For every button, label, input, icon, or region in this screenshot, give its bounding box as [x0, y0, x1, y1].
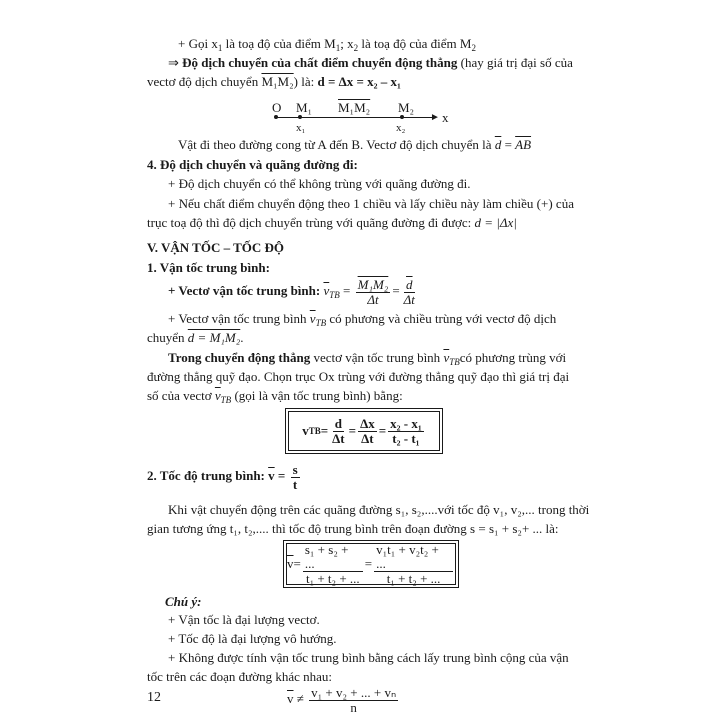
note-1: + Vận tốc là đại lượng vectơ.	[168, 612, 320, 627]
text: + Vectơ vận tốc trung bình	[168, 311, 310, 326]
var-v: v	[302, 423, 309, 438]
label-origin: O	[272, 100, 282, 115]
note-3: + Không được tính vận tốc trung bình bằng cách lấy trung bình cộng của vận	[168, 650, 569, 665]
note-4: tốc trên các đoạn đường khác nhau:	[147, 669, 333, 684]
text: + Vectơ vận tốc trung bình:	[168, 283, 324, 298]
m1-dot	[298, 115, 302, 119]
label-vector: M₁M₂	[338, 100, 371, 115]
subscript: TB	[220, 395, 232, 405]
numerator: d	[334, 415, 343, 431]
vector-d: $\overline{d}$	[494, 137, 502, 152]
text: là toạ độ của điểm M	[358, 36, 472, 51]
same-direction-line-2	[147, 330, 244, 346]
var-v: $\overline{v}$	[443, 350, 450, 365]
text: vectơ độ dịch chuyển	[147, 74, 262, 89]
section-4-p1: + Độ dịch chuyển có thể không trùng với quãng đường đi.	[168, 176, 471, 191]
key-term: Độ dịch chuyển của chất điểm chuyển động thẳng	[182, 55, 458, 70]
var-v: $\overline{v}$	[309, 311, 316, 326]
text: có phương trùng với	[459, 350, 567, 365]
subscript: TB	[329, 290, 340, 300]
intro-line-3	[147, 74, 401, 90]
subsection-2-title	[147, 461, 302, 492]
denominator: t₂ - t₁	[392, 430, 420, 446]
vector-m1m2: M₁M₂	[261, 74, 294, 89]
section-v-title: V. VẬN TỐC – TỐC ĐỘ	[147, 240, 285, 255]
text: + Gọi x	[178, 36, 218, 51]
numerator: $\overline{d}$	[406, 276, 413, 292]
note-title: Chú ý:	[165, 594, 202, 609]
numerator: M₁M₂	[357, 276, 389, 292]
numerator: v₁t₁ + v₂t₂ + ...	[374, 543, 453, 572]
formula-d: d = M₁M₂	[187, 330, 241, 345]
note-2: + Tốc độ là đại lượng vô hướng.	[168, 631, 337, 646]
numerator: v₁ + v₂ + ... + vₙ	[311, 684, 397, 700]
m2-dot	[400, 115, 404, 119]
formula-abs: d = |Δx|	[474, 215, 517, 230]
subscript: TB	[449, 357, 460, 367]
numerator: s	[292, 461, 298, 477]
label-x1: x₁	[296, 122, 306, 134]
intro-line-1: + Gọi $x_1$ là toạ độ của điểm $M_1$; $x_2$ là toạ độ của điểm $M_2$	[178, 36, 476, 53]
formula-box-speed: $\overline{v}$ = $\frac{\text{s₁ + s₂ + ...}}{\text{t₁ + t₂ + ...}}$ = $\frac{\text{v₁t₁ + v₂t₂ + ...}}{\text{t₁ + t₂ + ...}}$	[286, 543, 456, 585]
denominator: n	[350, 699, 357, 715]
label-m2: M₂	[398, 100, 415, 115]
var-v: $\overline{v}$	[268, 468, 275, 483]
text: 2. Tốc độ trung bình:	[147, 468, 269, 483]
text: (hay giá trị đại số của	[457, 55, 573, 70]
numerator: s₁ + s₂ + ...	[303, 543, 363, 572]
section-2-p1: Khi vật chuyển động trên các quãng đường s₁, s₂,....với tốc độ v₁, v₂,... trong thời	[168, 502, 590, 517]
text: chuyển	[147, 330, 188, 345]
denominator: Δt	[361, 430, 374, 446]
straight-line-2: đường thẳng quỹ đạo. Chọn trục Ox trùng với đường thẳng quỹ đạo thì giá trị đại	[147, 369, 570, 384]
label-x: x	[442, 110, 449, 125]
section-4-title: 4. Độ dịch chuyển và quãng đường đi:	[147, 157, 358, 172]
same-direction-line-1	[168, 311, 556, 327]
avg-velocity-formula: + Vectơ vận tốc trung bình: $\overline{v}_{TB}$ = $\frac{\text{M₁M₂}}{\Delta t}$ = $\frac{\overline{d}}{\Delta t}$	[168, 276, 415, 307]
denominator: t₁ + t₂ + ...	[305, 570, 360, 586]
section-2-p2: gian tương ứng t₁, t₂,.... thì tốc độ trung bình trên đoạn đường s = s₁ + s₂+ ... là:	[147, 521, 559, 536]
var-v: $\overline{v}$	[287, 691, 294, 706]
var-v: $\overline{v}$	[214, 388, 221, 403]
key-term: Trong chuyển động thẳng	[168, 350, 311, 365]
page-number: 12	[147, 690, 161, 705]
straight-line-1	[168, 350, 566, 366]
fraction	[402, 278, 417, 307]
numerator: Δx	[360, 415, 375, 431]
formula-displacement: d = Δx = x₂ – x₁	[317, 74, 401, 89]
denominator: Δt	[403, 291, 415, 307]
var-v: $\overline{v}$	[287, 556, 294, 571]
text: ) là:	[293, 74, 318, 89]
subsection-1-title: 1. Vận tốc trung bình:	[147, 260, 270, 275]
denominator: t	[292, 476, 298, 492]
inequality-formula	[287, 684, 400, 715]
label-m1: M₁	[296, 100, 313, 115]
formula-box-vtb: v TB = $\frac{d}{\Delta t}$ = $\frac{\Delta x}{\Delta t}$ = $\frac{\text{x₂ - x₁}}{\text{t₂ - t₁}}$	[288, 411, 440, 451]
axis-arrow-icon: ►	[430, 112, 440, 123]
text: ; x	[340, 36, 354, 51]
denominator: Δt	[367, 291, 379, 307]
intro-line-2	[168, 55, 573, 71]
denominator: Δt	[332, 430, 345, 446]
text: là toạ độ của điểm M	[222, 36, 336, 51]
fraction	[356, 278, 391, 307]
section-4-p3	[147, 215, 517, 231]
text: số của vectơ	[147, 388, 215, 403]
text: (gọi là vận tốc trung bình) bằng:	[231, 388, 403, 403]
text: vectơ vận tốc trung bình	[310, 350, 444, 365]
var-v: $\overline{v}$	[323, 283, 330, 298]
straight-line-3	[147, 388, 403, 404]
curve-line	[178, 137, 531, 153]
numerator: x₂ - x₁	[390, 415, 422, 431]
text: .	[240, 330, 244, 345]
denominator: t₁ + t₂ + ...	[386, 570, 441, 586]
text: có phương và chiều trùng với vectơ độ dịch	[326, 311, 557, 326]
vector-ab: $\overline{AB}$	[515, 137, 532, 152]
origin-dot	[274, 115, 278, 119]
text: =	[501, 137, 516, 152]
label-x2: x₂	[396, 122, 406, 134]
implies-icon: ⇒	[168, 55, 179, 70]
text: trục toạ độ thì độ dịch chuyển trùng với quãng đường đi được:	[147, 215, 475, 230]
text: =	[339, 283, 354, 298]
text: =	[274, 468, 289, 483]
text: ≠	[293, 691, 308, 706]
section-4-p2: + Nếu chất điểm chuyển động theo 1 chiều và lấy chiều này làm chiều (+) của	[168, 196, 574, 211]
subscript: TB	[315, 318, 327, 328]
text: Vật đi theo đường cong từ A đến B. Vectơ độ dịch chuyển là	[178, 137, 495, 152]
